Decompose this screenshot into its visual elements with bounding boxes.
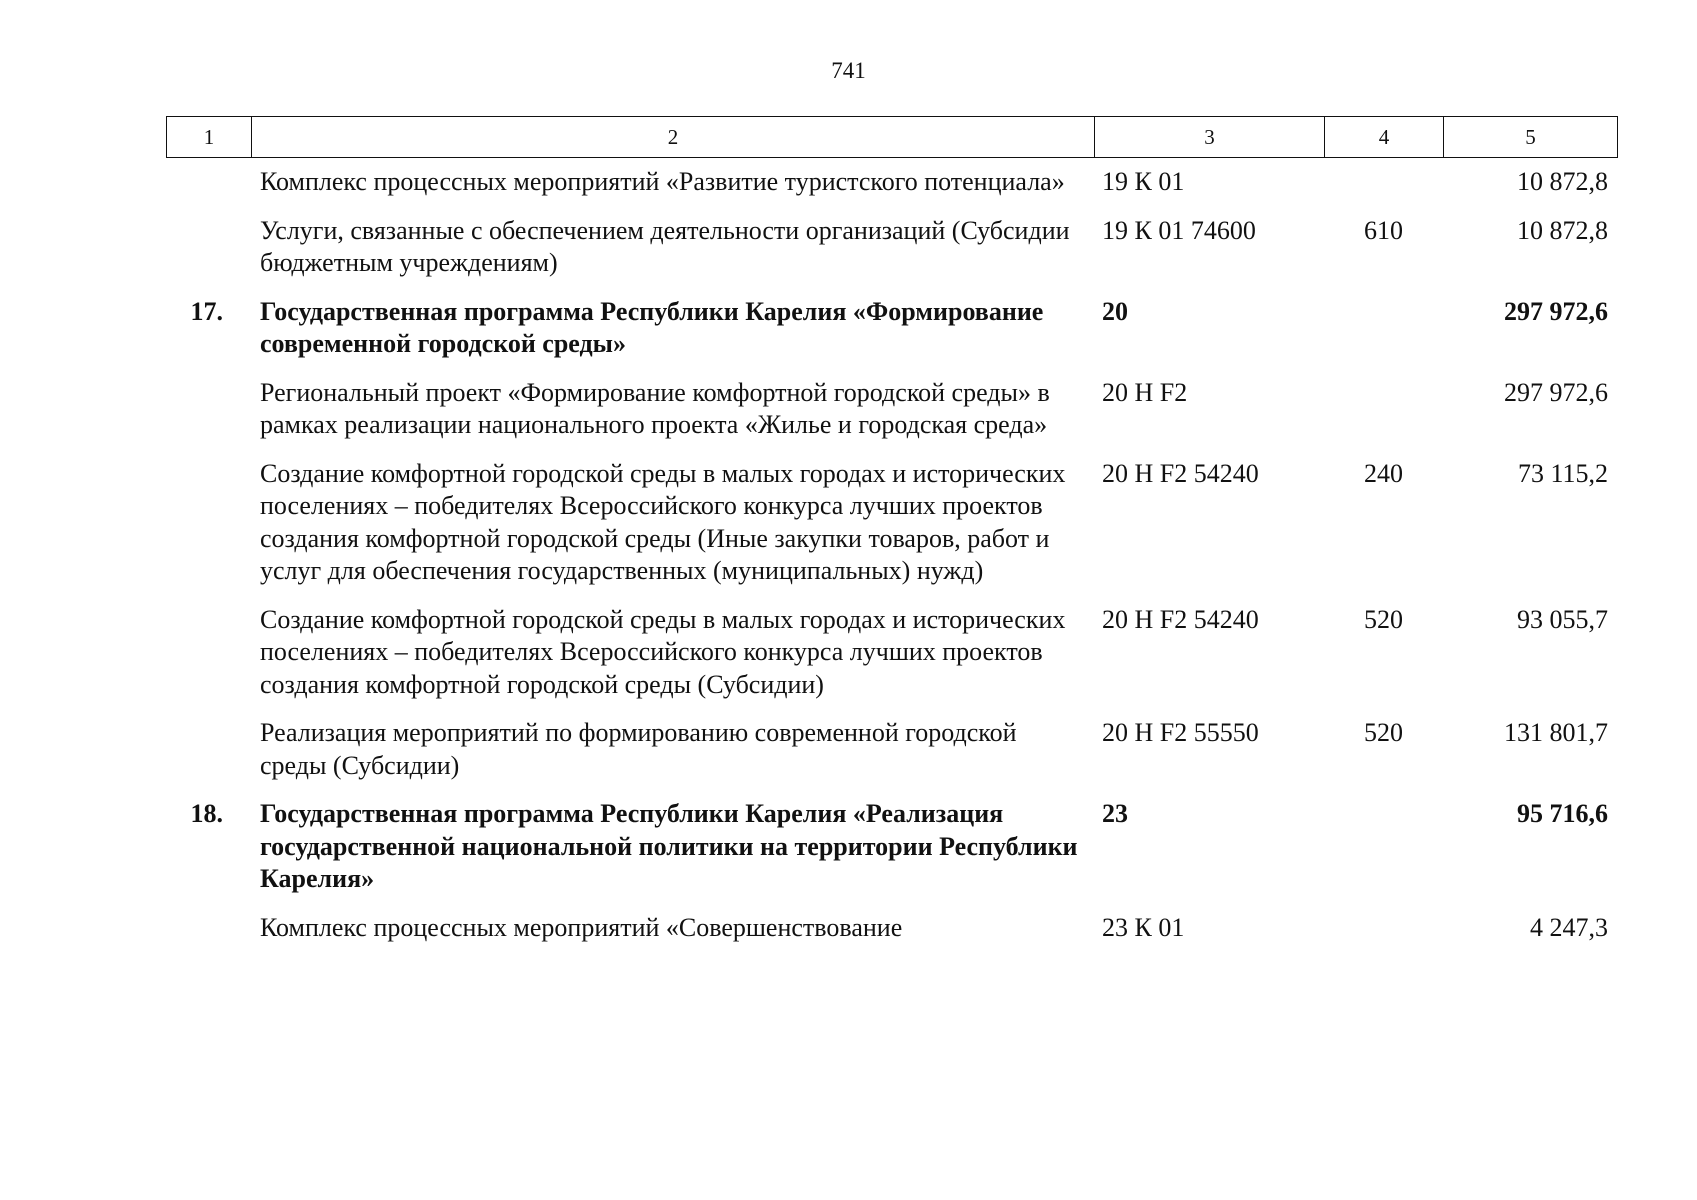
row-code: 23 К 01 <box>1102 912 1185 942</box>
row-name: Государственная программа Республики Карелия «Реализация государственной национальной политики на территории Республики Карелия» <box>260 799 1078 893</box>
row-type <box>1324 166 1443 199</box>
row-code: 23 <box>1102 799 1128 828</box>
row-amount: 10 872,8 <box>1517 167 1608 196</box>
column-header-1: 1 <box>167 117 252 157</box>
page-number: 741 <box>831 58 866 83</box>
table-row <box>166 215 1618 280</box>
row-type <box>1324 912 1443 945</box>
table-row <box>166 717 1618 782</box>
table-row <box>166 912 1618 945</box>
row-name: Создание комфортной городской среды в малых городах и исторических поселениях – победителях Всероссийского конкурса лучших проектов создания комфортной городской среды (Субсидии) <box>260 604 1066 699</box>
row-type: 520 <box>1364 604 1403 634</box>
table-row <box>166 166 1618 199</box>
row-number: 18. <box>190 799 223 828</box>
row-type <box>1324 377 1443 442</box>
table-row <box>166 458 1618 588</box>
row-name: Реализация мероприятий по формированию современной городской среды (Субсидии) <box>260 718 1017 780</box>
row-code: 19 К 01 74600 <box>1102 215 1256 245</box>
column-header-3: 3 <box>1095 117 1325 157</box>
column-header-2: 2 <box>252 117 1095 157</box>
table-row <box>166 604 1618 702</box>
row-name: Комплекс процессных мероприятий «Развитие туристского потенциала» <box>260 167 1065 196</box>
row-type: 610 <box>1364 215 1403 245</box>
row-type <box>1324 798 1443 896</box>
row-number: 17. <box>190 296 223 326</box>
row-name: Комплекс процессных мероприятий «Совершенствование <box>260 912 903 942</box>
row-code: 20 Н F2 54240 <box>1102 458 1259 488</box>
row-code: 19 К 01 <box>1102 167 1185 196</box>
row-amount: 73 115,2 <box>1517 458 1608 488</box>
table-header <box>166 116 1618 158</box>
column-header-5: 5 <box>1525 124 1536 149</box>
row-amount: 297 972,6 <box>1504 296 1608 326</box>
row-name: Региональный проект «Формирование комфортной городской среды» в рамках реализации национального проекта «Жилье и городская среда» <box>260 377 1050 439</box>
table-row <box>166 377 1618 442</box>
row-amount: 10 872,8 <box>1517 215 1608 245</box>
row-amount: 93 055,7 <box>1517 604 1608 634</box>
row-name: Государственная программа Республики Карелия «Формирование современной городской среды» <box>260 296 1044 358</box>
row-name: Создание комфортной городской среды в малых городах и исторических поселениях – победителях Всероссийского конкурса лучших проектов создания комфортной городской среды (Иные закупки товаров, работ и услуг для обеспечения государственных (муниципальных) нужд) <box>260 458 1066 585</box>
column-header-4: 4 <box>1325 117 1444 157</box>
row-code: 20 Н F2 <box>1102 377 1188 407</box>
row-type: 520 <box>1364 718 1403 747</box>
row-code: 20 Н F2 54240 <box>1102 604 1259 634</box>
row-amount: 4 247,3 <box>1530 912 1608 942</box>
row-code: 20 <box>1102 296 1128 326</box>
row-amount: 131 801,7 <box>1504 718 1608 747</box>
row-name: Услуги, связанные с обеспечением деятельности организаций (Субсидии бюджетным учреждениям) <box>260 215 1070 277</box>
row-code: 20 Н F2 55550 <box>1102 718 1259 747</box>
table-row <box>166 798 1618 896</box>
table-body <box>166 166 1618 960</box>
row-type <box>1324 296 1443 361</box>
row-amount: 95 716,6 <box>1517 799 1608 828</box>
row-amount: 297 972,6 <box>1504 377 1608 407</box>
table-row <box>166 296 1618 361</box>
row-type: 240 <box>1364 458 1403 488</box>
